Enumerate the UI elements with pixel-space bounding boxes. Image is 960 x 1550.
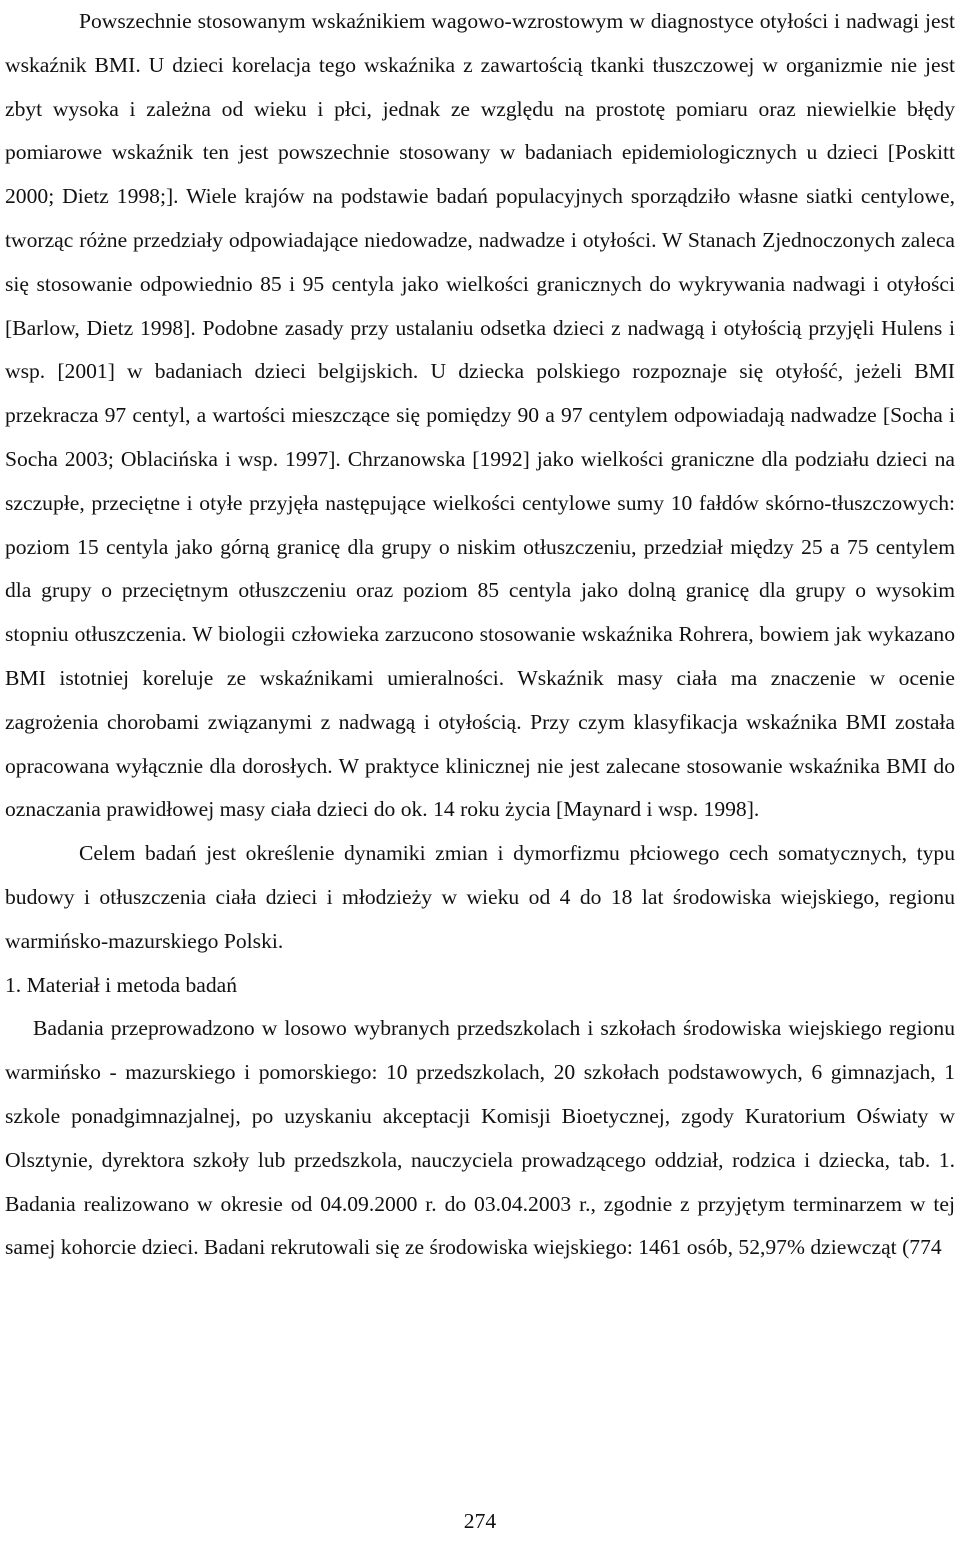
section-heading: 1. Materiał i metoda badań [5, 972, 238, 997]
paragraph-methods: Badania przeprowadzono w losowo wybranych przedszkolach i szkołach środowiska wiejskiego regionu warmińsko - mazurskiego i pomorskiego: 10 przedszkolach, 20 szkołach podstawowych, 6 gimnazjach, 1 szkole ponadgimnazjalnej, po uzyskaniu akceptacji Komisji Bioetycznej, zgody Kuratorium Oświaty w Olsztynie, dyrektora szkoły lub przedszkola, nauczyciela prowadzącego oddział, rodzica i dziecka, tab. 1. Badania realizowano w okresie od 04.09.2000 r. do 03.04.2003 r., zgodnie z przyjętym terminarzem w tej samej kohorcie dzieci. Badani rekrutowali się ze środowiska wiejskiego: 1461 osób, 52,97% dziewcząt (774 [5, 1016, 955, 1260]
document-page [5, 0, 955, 1270]
paragraph-research-aim: Celem badań jest określenie dynamiki zmian i dymorfizmu płciowego cech somatycznych, typu budowy i otłuszczenia ciała dzieci i młodzieży w wieku od 4 do 18 lat środowiska wiejskiego, regionu warmińsko-mazurskiego Polski. [5, 841, 955, 953]
page-number: 274 [463, 1509, 497, 1533]
paragraph-bmi-intro: Powszechnie stosowanym wskaźnikiem wagowo-wzrostowym w diagnostyce otyłości i nadwagi jest wskaźnik BMI. U dzieci korelacja tego wskaźnika z zawartością tkanki tłuszczowej w organizmie nie jest zbyt wysoka i zależna od wieku i płci, jednak ze względu na prostotę pomiaru oraz niewielkie błędy pomiarowe wskaźnik ten jest powszechnie stosowany w badaniach epidemiologicznych u dzieci [Poskitt 2000; Dietz 1998;]. Wiele krajów na podstawie badań populacyjnych sporządziło własne siatki centylowe, tworząc różne przedziały odpowiadające niedowadze, nadwadze i otyłości. W Stanach Zjednoczonych zaleca się stosowanie odpowiednio 85 i 95 centyla jako wielkości granicznych do wykrywania nadwagi i otyłości [Barlow, Dietz 1998]. Podobne zasady przy ustalaniu odsetka dzieci z nadwagą i otyłością przyjęli Hulens i wsp. [2001] w badaniach dzieci belgijskich. U dziecka polskiego rozpoznaje się otyłość, jeżeli BMI przekracza 97 centyl, a wartości mieszczące się pomiędzy 90 a 97 centylem odpowiadają nadwadze [Socha i Socha 2003; Oblacińska i wsp. 1997]. Chrzanowska [1992] jako wielkości graniczne dla podziału dzieci na szczupłe, przeciętne i otyłe przyjęła następujące wielkości centylowe sumy 10 fałdów skórno-tłuszczowych: poziom 15 centyla jako górną granicę dla grupy o niskim otłuszczeniu, przedział między 25 a 75 centylem dla grupy o przeciętnym otłuszczeniu oraz poziom 85 centyla jako dolną granicę dla grupy o wysokim stopniu otłuszczenia. W biologii człowieka zarzucono stosowanie wskaźnika Rohrera, bowiem jak wykazano BMI istotniej koreluje ze wskaźnikami umieralności. Wskaźnik masy ciała ma znaczenie w ocenie zagrożenia chorobami związanymi z nadwagą i otyłością. Przy czym klasyfikacja wskaźnika BMI została opracowana wyłącznie dla dorosłych. W praktyce klinicznej nie jest zalecane stosowanie wskaźnika BMI do oznaczania prawidłowej masy ciała dzieci do ok. 14 roku życia [Maynard i wsp. 1998]. [5, 9, 955, 822]
